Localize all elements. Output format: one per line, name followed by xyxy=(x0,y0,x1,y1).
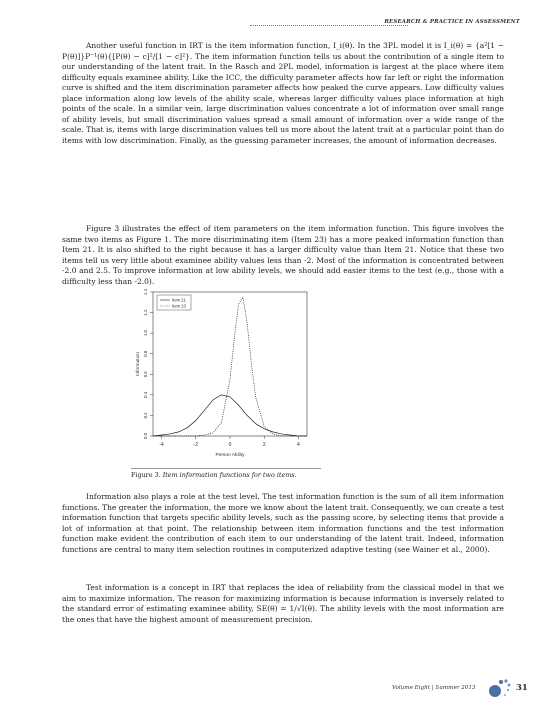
figure-caption: Figure 3. Item information functions for two items. xyxy=(131,468,321,479)
legend-label: Item 21 xyxy=(172,297,186,303)
journal-title: RESEARCH & PRACTICE IN ASSESSMENT xyxy=(384,19,520,25)
y-tick-label: 1.4 xyxy=(143,289,148,295)
x-tick-label: 2 xyxy=(262,442,266,448)
item-information-chart xyxy=(131,286,321,466)
y-tick-label: 1.0 xyxy=(143,330,148,337)
x-tick-label: 0 xyxy=(228,442,232,448)
figure-3 xyxy=(131,286,321,486)
x-axis-label: Person Ability xyxy=(215,453,245,458)
volume-label: Volume Eight | Summer 2013 xyxy=(392,685,476,691)
paragraph-figure3-description: Figure 3 illustrates the effect of item parameters on the item information function. This figure involves the same two items as Figure 1. The more discriminating item (Item 23) has a more peaked information function than Item 21. It is also shifted to the right because it has a larger difficulty value than Item 21. Notice that these two items tell us very little about examinee ability values less than -2. Most of the information is concentrated between -2.0 and 2.5. To improve information at low ability levels, we should add easier items to the test (e.g., those with a difficulty less than -2.0). xyxy=(62,224,504,286)
y-tick-label: 0.4 xyxy=(143,391,148,398)
legend-label: Item 23 xyxy=(172,303,186,309)
y-axis-label: Information xyxy=(136,352,141,376)
page-footer xyxy=(0,680,550,700)
series-line-item-23 xyxy=(153,297,307,436)
x-tick-label: -4 xyxy=(159,442,164,448)
header-rule xyxy=(250,25,408,26)
page-number: 31 xyxy=(516,683,528,693)
y-tick-label: 0.0 xyxy=(143,433,148,439)
y-tick-label: 0.6 xyxy=(143,371,148,378)
paragraph-test-information: Information also plays a role at the test level. The test information function is the sum of all item information functions. The greater the information, the more we know about the latent trait. Consequently, we can create a test information function that targets specific ability levels, such as the passing score, by selecting items that provide a lot of information at that point. The relationship between item information functions and the test information function make evident the contribution of each item to our understanding of the latent trait. Indeed, information functions are central to many item selection routines in computerized adaptive testing (see Wainer et al., 2000). xyxy=(62,492,504,554)
y-tick-label: 0.8 xyxy=(143,350,148,357)
rpa-logo-icon xyxy=(487,676,513,700)
page-header xyxy=(0,18,550,32)
paragraph-item-information: Another useful function in IRT is the item information function, I_i(θ). In the 3PL model it is I_i(θ) = {a²[1 − P(θ)]}P⁻¹(θ){[P(θ) − c]²/[1 − c]²}. The item information function tells us about the contribution of a single item to our understanding of the latent trait. In the Rasch and 2PL model, information is largest at the place where item difficulty equals examinee ability. Like the ICC, the difficulty parameter affects how far left or right the information curve is shifted and the item discrimination parameter affects how peaked the curve appears. Low difficulty values place information along low levels of the ability scale, whereas larger difficulty values place information at high points of the scale. In a similar vein, large discrimination values concentrate a lot of information over small range of ability levels, but small discrimination values spread a small amount of information over a wide range of the scale. That is, items with large discrimination values tell us more about the latent trait at a particular point than do items with low discrimination. Finally, as the guessing parameter increases, the amount of information decreases. xyxy=(62,41,504,145)
paragraph-test-information-reliability: Test information is a concept in IRT that replaces the idea of reliability from the classical model in that we aim to maximize information. The reason for maximizing information is because information is inversely related to the standard error of estimating examinee ability, SE(θ) = 1/√I(θ). The ability levels with the most information are the ones that have the highest amount of measurement precision. xyxy=(62,583,504,624)
y-tick-label: 0.2 xyxy=(143,412,148,419)
x-tick-label: -2 xyxy=(193,442,199,448)
series-line-item-21 xyxy=(153,395,307,436)
x-tick-label: 4 xyxy=(297,442,300,448)
plot-frame xyxy=(153,292,307,436)
y-tick-label: 1.2 xyxy=(143,309,148,316)
